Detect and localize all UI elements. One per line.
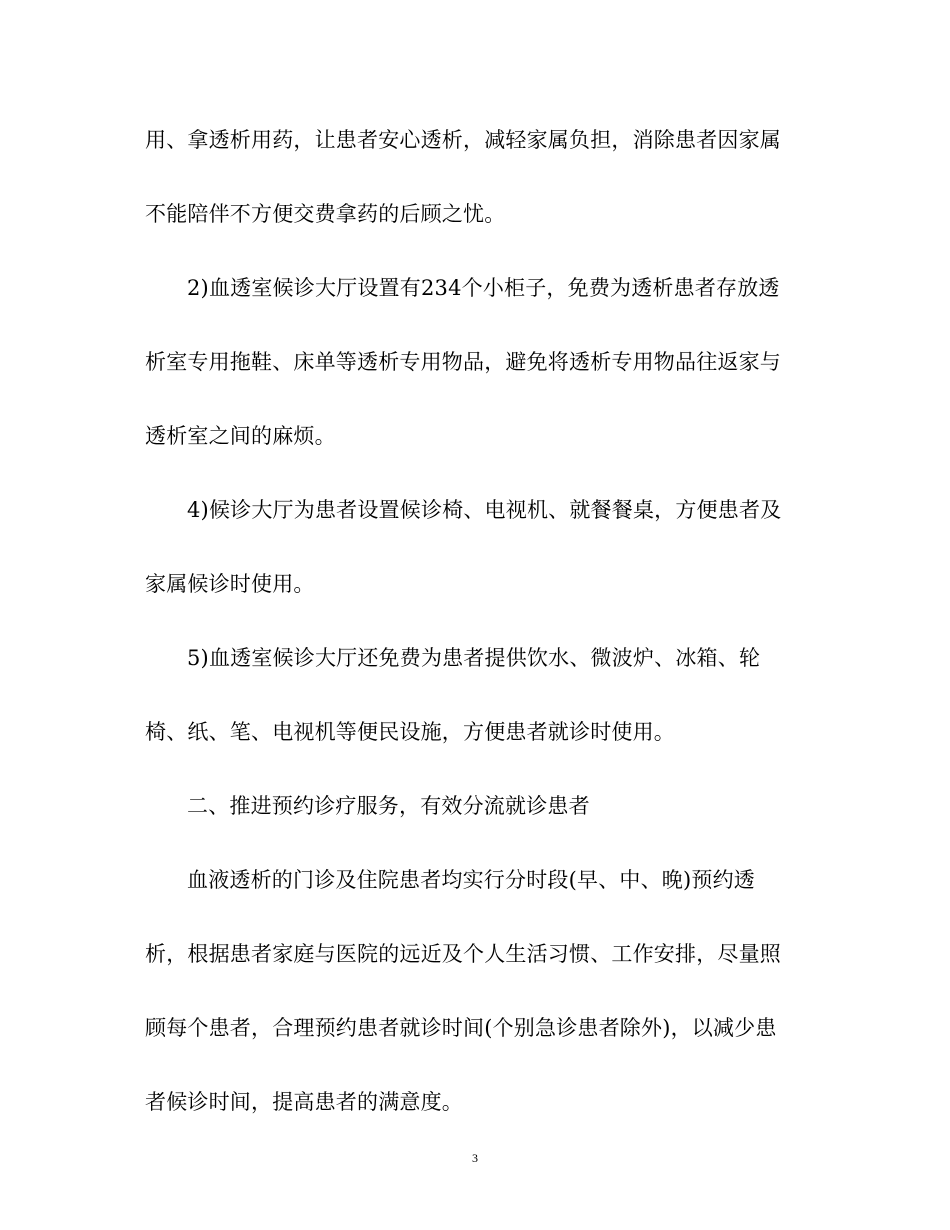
text-line-14: 者候诊时间，提高患者的满意度。 xyxy=(145,1090,463,1114)
text-line-1: 用、拿透析用药，让患者安心透析，减轻家属负担，消除患者因家属 xyxy=(145,128,781,152)
text-line-2: 不能陪伴不方便交费拿药的后顾之忧。 xyxy=(145,202,506,226)
text-line-8: 5)血透室候诊大厅还免费为患者提供饮水、微波炉、冰箱、轮 xyxy=(187,646,761,670)
text-line-5: 透析室之间的麻烦。 xyxy=(145,424,336,448)
body-text xyxy=(145,118,805,1154)
text-line-3: 2)血透室候诊大厅设置有234个小柜子，免费为透析患者存放透 xyxy=(187,276,780,300)
text-line-4: 析室专用拖鞋、床单等透析专用物品，避免将透析专用物品往返家与 xyxy=(145,350,781,374)
text-line-9: 椅、纸、笔、电视机等便民设施，方便患者就诊时使用。 xyxy=(145,720,675,744)
text-line-12: 析，根据患者家庭与医院的远近及个人生活习惯、工作安排，尽量照 xyxy=(145,942,781,966)
text-line-13: 顾每个患者，合理预约患者就诊时间(个别急诊患者除外)，以减少患 xyxy=(145,1016,777,1040)
section-heading: 二、推进预约诊疗服务，有效分流就诊患者 xyxy=(187,794,590,818)
text-line-7: 家属候诊时使用。 xyxy=(145,572,315,596)
text-line-6: 4)候诊大厅为患者设置候诊椅、电视机、就餐餐桌，方便患者及 xyxy=(187,498,782,522)
text-line-11: 血液透析的门诊及住院患者均实行分时段(早、中、晚)预约透 xyxy=(187,868,755,892)
page-number: 3 xyxy=(472,1151,478,1165)
